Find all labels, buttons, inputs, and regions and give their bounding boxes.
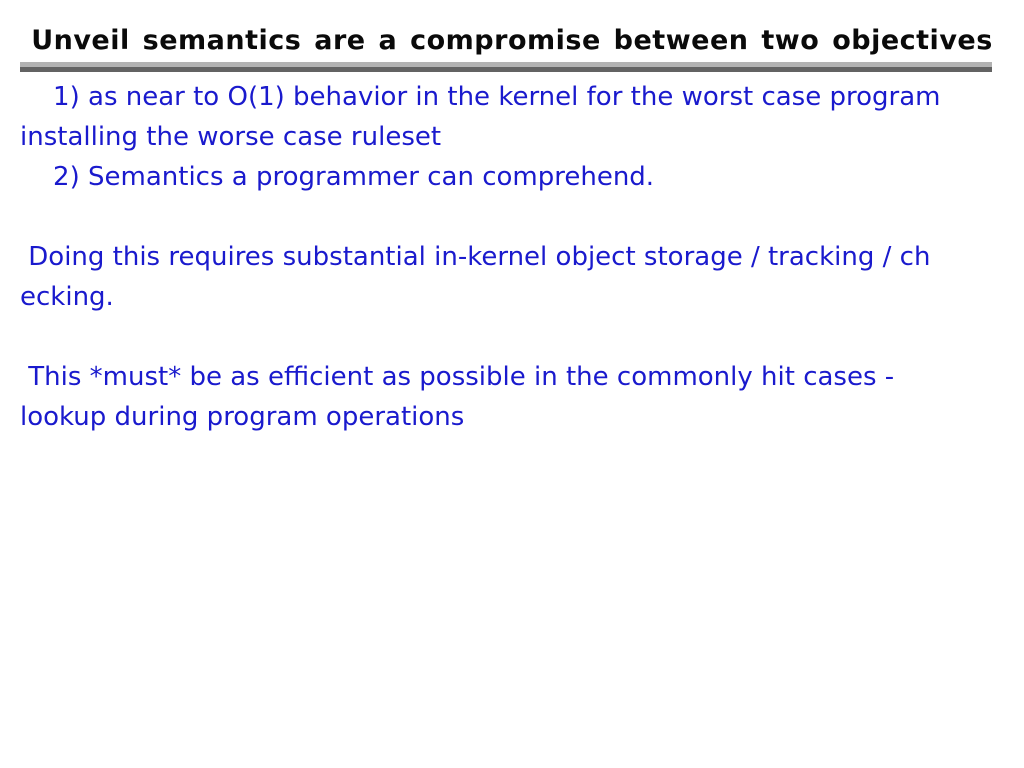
slide-body <box>0 77 1024 437</box>
body-line: installing the worse case ruleset <box>20 122 442 152</box>
body-line: lookup during program operations <box>20 402 465 432</box>
body-line: ecking. <box>20 282 114 312</box>
body-line: 2) Semantics a programmer can comprehend. <box>20 162 655 192</box>
body-line: This *must* be as efficient as possible in the commonly hit cases - <box>20 362 895 392</box>
title-divider <box>20 62 992 72</box>
body-line-blank <box>20 317 1004 357</box>
divider-bottom-line <box>20 67 992 72</box>
body-line: Doing this requires substantial in-kernel object storage / tracking / ch <box>20 242 931 272</box>
body-line: 1) as near to O(1) behavior in the kernel for the worst case program <box>20 82 941 112</box>
body-line-blank <box>20 197 1004 237</box>
slide-title: Unveil semantics are a compromise between two objectives <box>31 25 993 56</box>
